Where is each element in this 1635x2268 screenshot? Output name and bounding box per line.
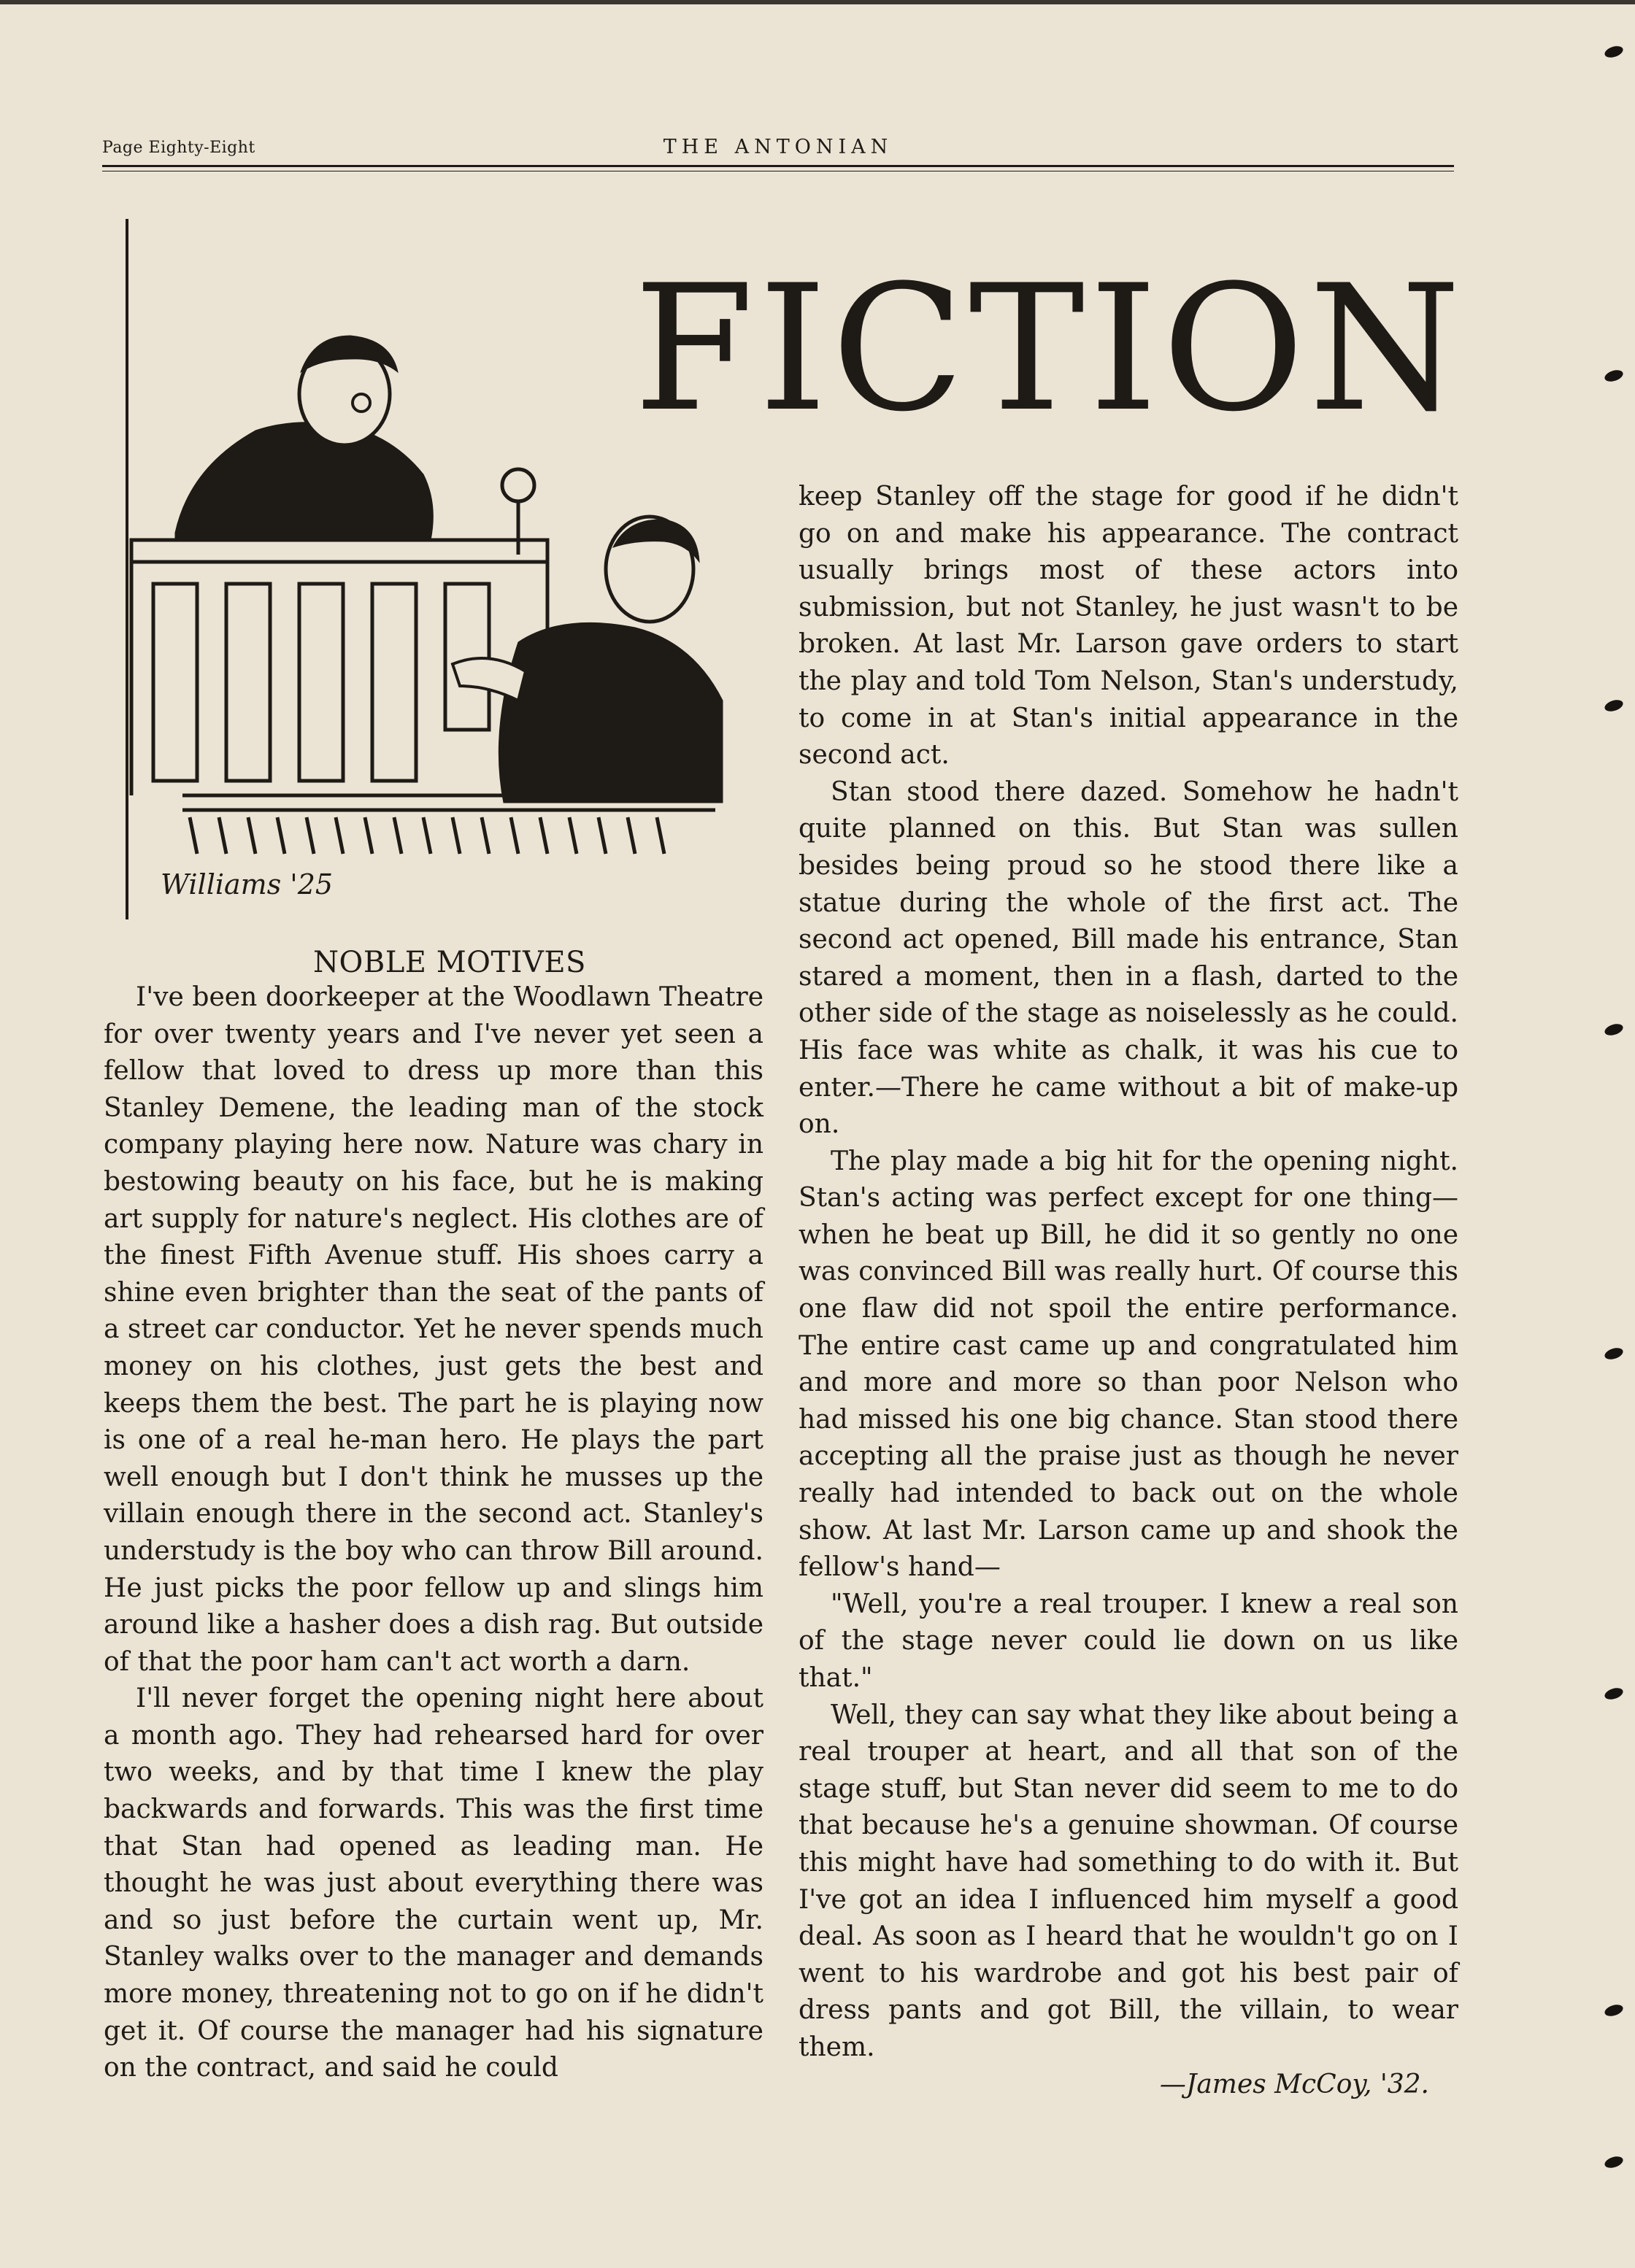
running-head — [102, 136, 1454, 161]
story-right-column — [799, 479, 1458, 2103]
story-paragraph-continued: keep Stanley off the stage for good if he didn't go on and make his appearance. The contract usually brings most of these actors into submission, but not Stanley, he just wasn't to be broken. At last Mr. Larson gave orders to start the play and told Tom Nelson, Stan's understudy, to come in at Stan's initial appearance in the second act. — [799, 482, 1458, 771]
binding-holes — [1569, 0, 1635, 2268]
story-byline: —James McCoy, '32. — [1159, 2069, 1429, 2099]
story-paragraph: "Well, you're a real trouper. I knew a real son of the stage never could lie down on us like that." — [799, 1589, 1458, 1693]
story-paragraph: Stan stood there dazed. Somehow he hadn't quite planned on this. But Stan was sullen besides being proud so he stood there like a statue during the whole of the first act. The second act opened, Bill made his entrance, Stan stared a moment, then in a flash, darted to the other side of the stage as noiselessly as he could. His face was white as chalk, it was his cue to enter.—There he came without a bit of make-up on. — [799, 776, 1458, 1140]
story-paragraph: I'll never forget the opening night here about a month ago. They had rehearsed hard for over two weeks, and by that time I knew the play backwards and forwards. This was the first time that Stan had opened as leading man. He thought he was just about everything there was and so just before the curtain went up, Mr. Stanley walks over to the manager and demands more money, threatening not to go on if he didn't get it. Of course the manager had his signature on the contract, and said he could — [104, 1683, 763, 2083]
story-left-column — [104, 946, 763, 2087]
judge-figure — [175, 336, 433, 540]
section-title-fiction: FICTION — [634, 248, 1466, 450]
story-title: NOBLE MOTIVES — [313, 946, 586, 979]
courtroom-rail — [182, 795, 715, 854]
page-top-edge — [0, 0, 1635, 4]
journal-title: THE ANTONIAN — [663, 136, 893, 158]
page-number-label: Page Eighty-Eight — [102, 139, 255, 157]
story-paragraph: Well, they can say what they like about being a real trouper at heart, and all that son of the stage stuff, but Stan never did seem to me to do that because he's a genuine showman. Of course this might have had something to do with it. But I've got an idea I influenced him myself a good deal. As soon as I heard that he wouldn't go on I went to his wardrobe and got his best pair of dress pants and got Bill, the villain, to wear them. — [799, 1700, 1458, 2062]
artist-signature: Williams '25 — [161, 868, 334, 900]
story-paragraph: I've been doorkeeper at the Woodlawn Theatre for over twenty years and I've never yet seen a fellow that loved to dress up more than this Stanley Demene, the leading man of the stock company playing here now. Nature was chary in bestowing beauty on his face, but he is making art supply for nature's neglect. His clothes are of the finest Fifth Avenue stuff. His shoes carry a shine even brighter than the seat of the pants of a street car conductor. Yet he never spends much money on his clothes, just gets the best and keeps them the best. The part he is playing now is one of a real he-man hero. He plays the part well enough but I don't think he musses up the villain enough there in the second act. Stanley's understudy is the boy who can throw Bill around. He just picks the poor fellow up and slings him around like a hasher does a dish rag. But outside of that the poor ham can't act worth a darn. — [104, 982, 763, 1677]
header-rule — [102, 165, 1454, 167]
standing-man-figure — [453, 517, 723, 803]
story-paragraph: The play made a big hit for the opening night. Stan's acting was perfect except for one thing—when he beat up Bill, he did it so gently no one was convinced Bill was really hurt. Of course this one flaw did not spoil the entire performance. The entire cast came up and congratulated him and more and more so than poor Nelson who had missed his one big chance. Stan stood there accepting all the praise just as though he never really had intended to back out on the whole show. At last Mr. Larson came up and shook the fellow's hand— — [799, 1146, 1458, 1583]
